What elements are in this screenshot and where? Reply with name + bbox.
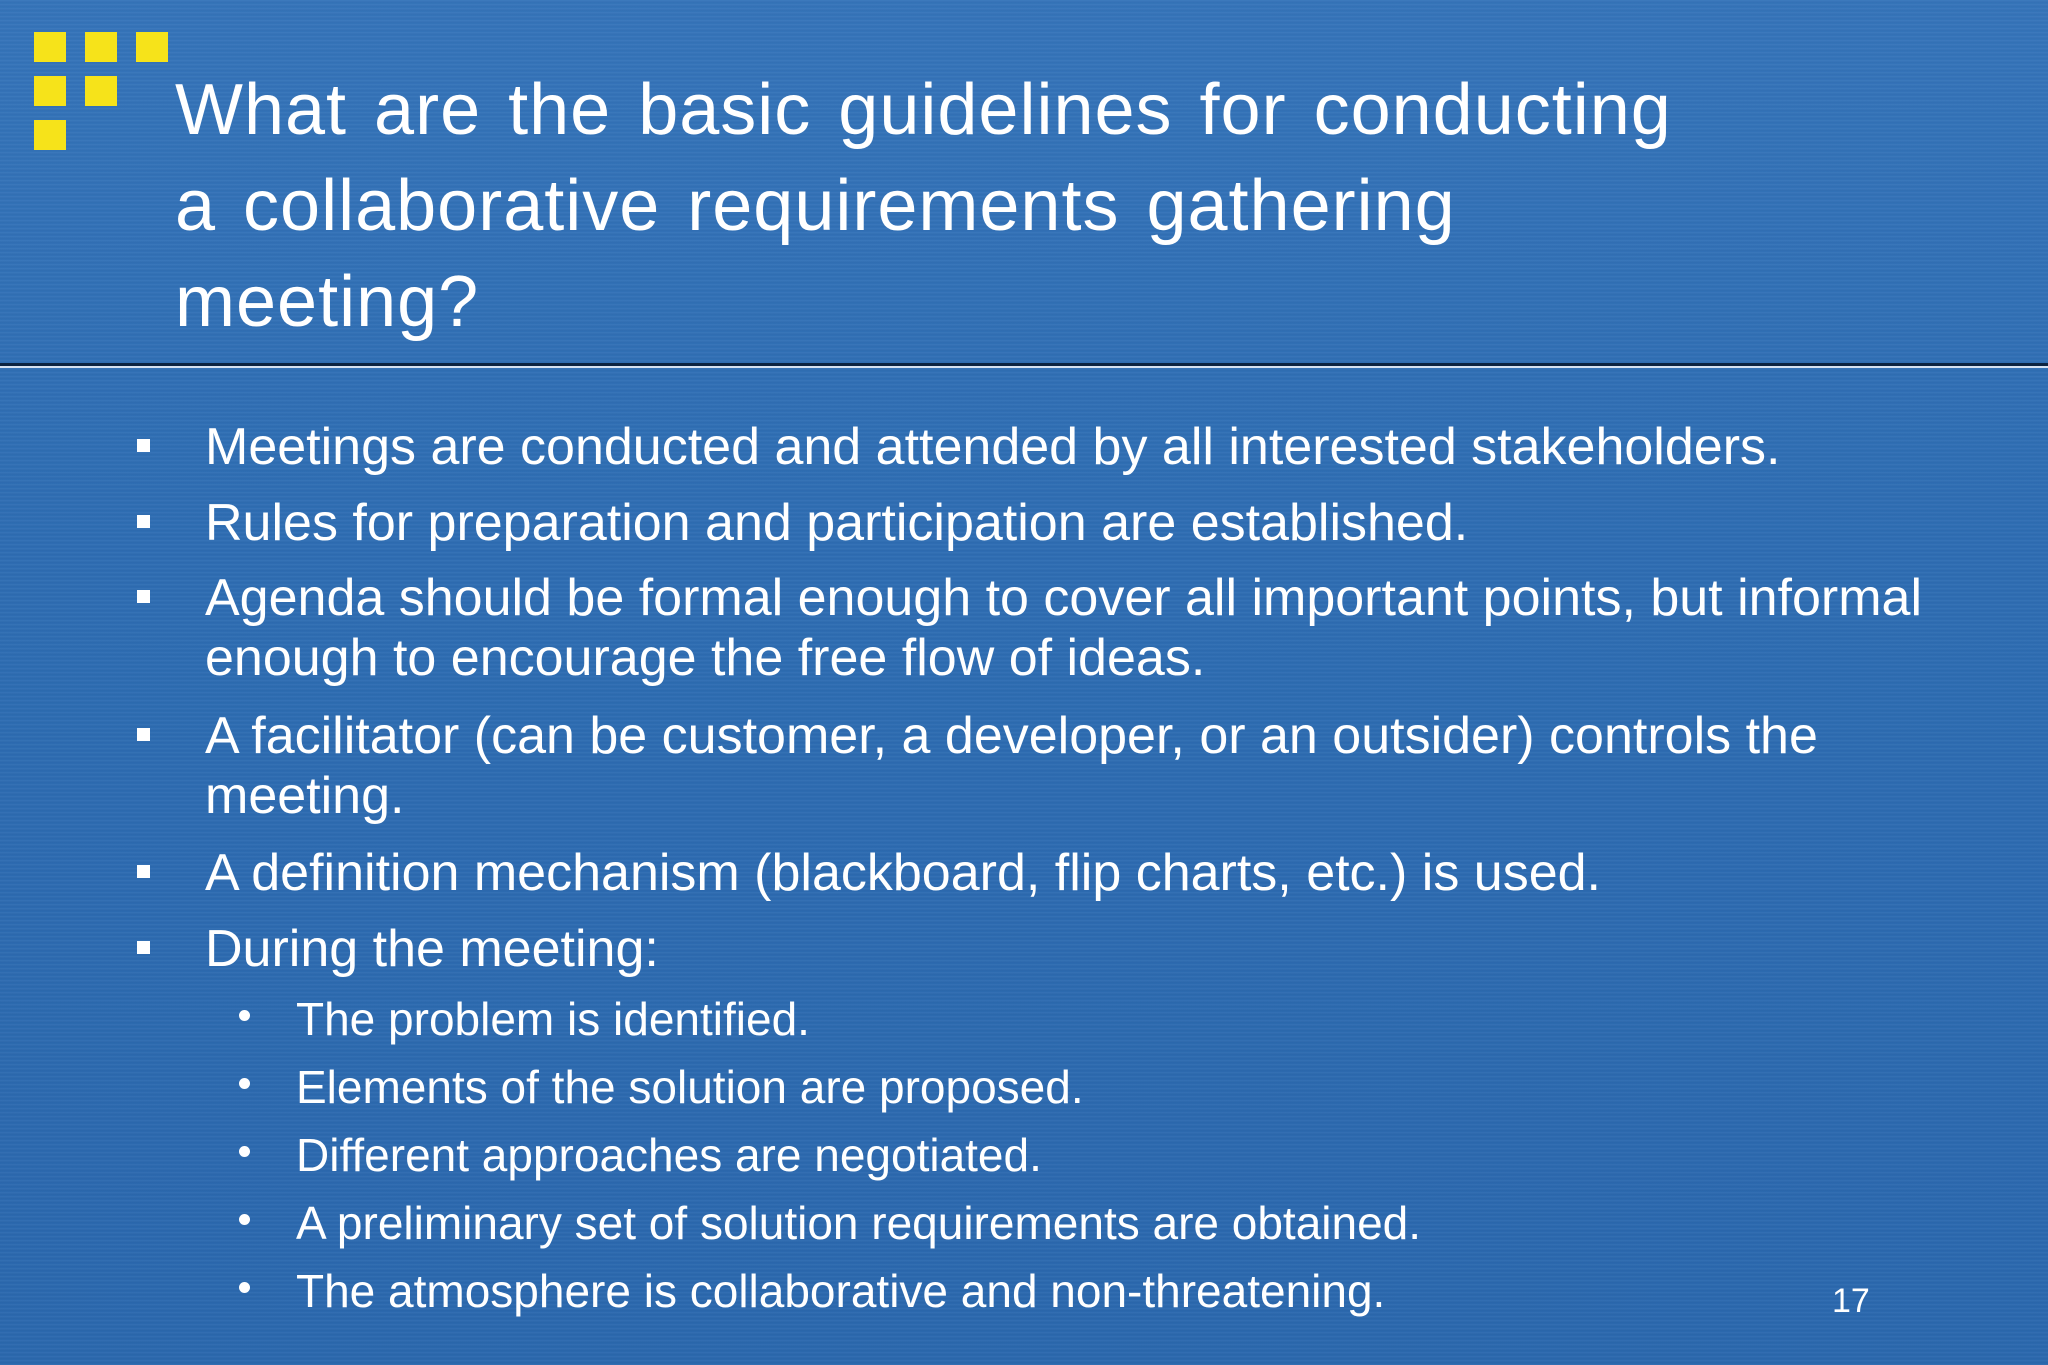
title-line: a collaborative requirements gathering bbox=[175, 166, 1456, 246]
page-number: 17 bbox=[1832, 1282, 1870, 1320]
bullet-item bbox=[205, 568, 1925, 688]
sub-bullet-text: The atmosphere is collaborative and non-threatening. bbox=[296, 1265, 1386, 1317]
round-bullet-icon bbox=[239, 1078, 250, 1089]
title-line: What are the basic guidelines for conducting bbox=[175, 70, 1672, 150]
bullet-item bbox=[205, 843, 1965, 903]
logo-square bbox=[34, 76, 66, 106]
sub-bullet-item bbox=[296, 1060, 1796, 1114]
bullet-text: Rules for preparation and participation are established. bbox=[205, 494, 1469, 552]
square-bullet-icon bbox=[137, 941, 150, 954]
sub-bullet-text: The problem is identified. bbox=[296, 993, 810, 1045]
logo-square bbox=[34, 120, 66, 150]
logo-square bbox=[85, 76, 117, 106]
round-bullet-icon bbox=[239, 1010, 250, 1021]
title-line: meeting? bbox=[175, 262, 480, 342]
sub-bullet-text: Different approaches are negotiated. bbox=[296, 1129, 1042, 1181]
slide-title bbox=[175, 62, 1975, 350]
square-bullet-icon bbox=[137, 728, 150, 741]
sub-bullet-text: A preliminary set of solution requirements are obtained. bbox=[296, 1197, 1422, 1249]
bullet-item bbox=[205, 919, 1965, 979]
logo-squares bbox=[0, 0, 180, 160]
logo-square bbox=[34, 32, 66, 62]
sub-bullet-item bbox=[296, 1128, 1796, 1182]
bullet-text: A definition mechanism (blackboard, flip charts, etc.) is used. bbox=[205, 844, 1601, 902]
bullet-text: During the meeting: bbox=[205, 920, 659, 978]
logo-square bbox=[136, 32, 168, 62]
bullet-item bbox=[205, 493, 1965, 553]
bullet-item bbox=[205, 706, 1925, 826]
round-bullet-icon bbox=[239, 1282, 250, 1293]
title-divider-highlight bbox=[0, 366, 2048, 368]
bullet-text: Agenda should be formal enough to cover all important points, but informal enough to encourage the free flow of ideas. bbox=[205, 569, 1923, 687]
square-bullet-icon bbox=[137, 865, 150, 878]
sub-bullet-text: Elements of the solution are proposed. bbox=[296, 1061, 1084, 1113]
round-bullet-icon bbox=[239, 1214, 250, 1225]
square-bullet-icon bbox=[137, 515, 150, 528]
round-bullet-icon bbox=[239, 1146, 250, 1157]
bullet-text: Meetings are conducted and attended by all interested stakeholders. bbox=[205, 418, 1781, 476]
logo-square bbox=[85, 32, 117, 62]
sub-bullet-item bbox=[296, 1196, 1796, 1250]
bullet-item bbox=[205, 417, 1965, 477]
bullet-text: A facilitator (can be customer, a developer, or an outsider) controls the meeting. bbox=[205, 707, 1818, 825]
sub-bullet-item bbox=[296, 992, 1796, 1046]
square-bullet-icon bbox=[137, 439, 150, 452]
square-bullet-icon bbox=[137, 590, 150, 603]
sub-bullet-item bbox=[296, 1264, 1796, 1318]
